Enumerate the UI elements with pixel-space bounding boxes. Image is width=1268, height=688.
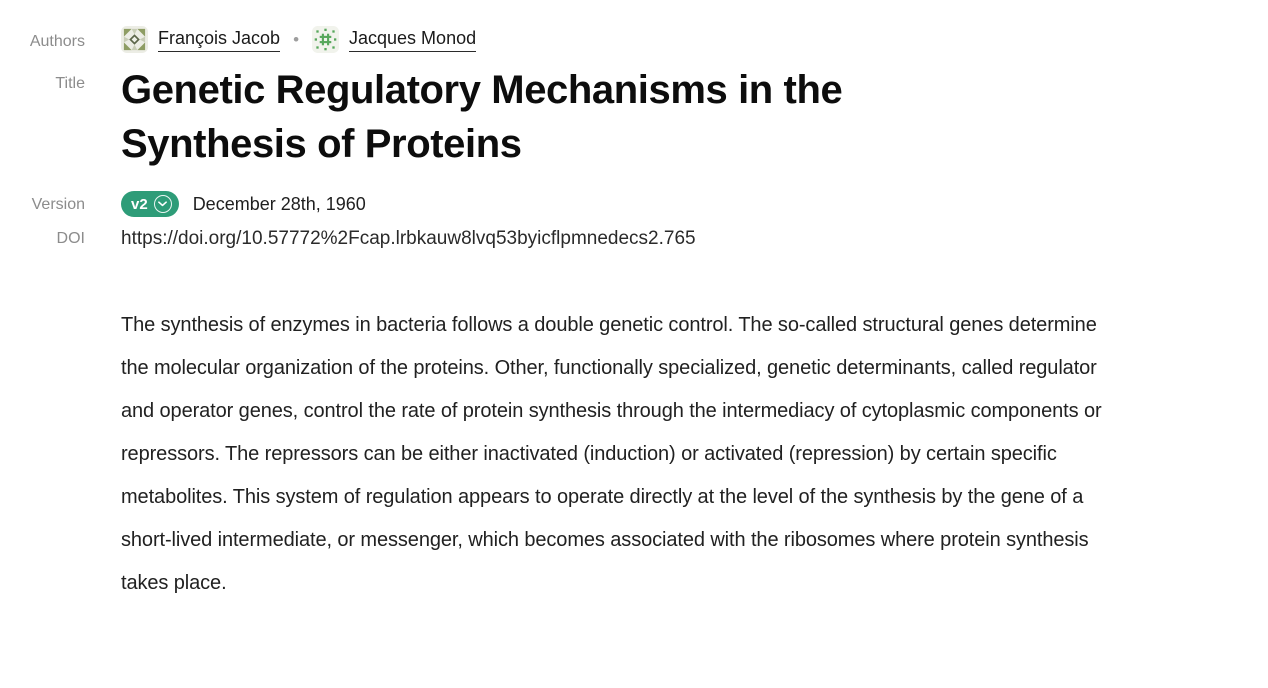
version-row bbox=[0, 191, 1268, 217]
title-label: Title bbox=[55, 75, 85, 92]
author-name: Jacques Monod bbox=[349, 28, 476, 52]
authors-row bbox=[0, 26, 1268, 53]
author-avatar-identicon bbox=[312, 26, 339, 53]
authors-separator-dot: • bbox=[293, 29, 300, 49]
authors-list bbox=[121, 26, 1126, 53]
version-line bbox=[121, 191, 1126, 217]
author-name: François Jacob bbox=[158, 28, 280, 52]
version-badge-value: v2 bbox=[131, 195, 148, 213]
doi-label: DOI bbox=[56, 230, 85, 247]
doi-row bbox=[0, 228, 1268, 250]
doi-link[interactable]: https://doi.org/10.57772%2Fcap.lrbkauw8lvq53byicflpmnedecs2.765 bbox=[121, 228, 696, 249]
version-date: December 28th, 1960 bbox=[192, 193, 366, 214]
title-row bbox=[0, 63, 1268, 171]
abstract-paragraph: The synthesis of enzymes in bacteria follows a double genetic control. The so-called structural genes determine the molecular organization of the proteins. Other, functionally specialized, genetic determinants, called regulator and operator genes, control the rate of protein synthesis through the intermediacy of cytoplasmic components or repressors. The repressors can be either inactivated (induction) or activated (repression) by certain specific metabolites. This system of regulation appears to operate directly at the level of the synthesis by the gene of a short-lived intermediate, or messenger, which becomes associated with the ribosomes where protein synthesis takes place. bbox=[121, 314, 1102, 594]
author-link-francois-jacob[interactable] bbox=[121, 26, 280, 53]
authors-label: Authors bbox=[29, 33, 85, 50]
author-link-jacques-monod[interactable] bbox=[312, 26, 476, 53]
chevron-down-icon bbox=[154, 195, 172, 213]
page-title: Genetic Regulatory Mechanisms in the Synthesis of Proteins bbox=[121, 68, 843, 166]
author-avatar-identicon bbox=[121, 26, 148, 53]
version-label: Version bbox=[31, 196, 85, 213]
abstract-row bbox=[0, 304, 1268, 605]
version-badge-dropdown[interactable] bbox=[121, 191, 179, 217]
